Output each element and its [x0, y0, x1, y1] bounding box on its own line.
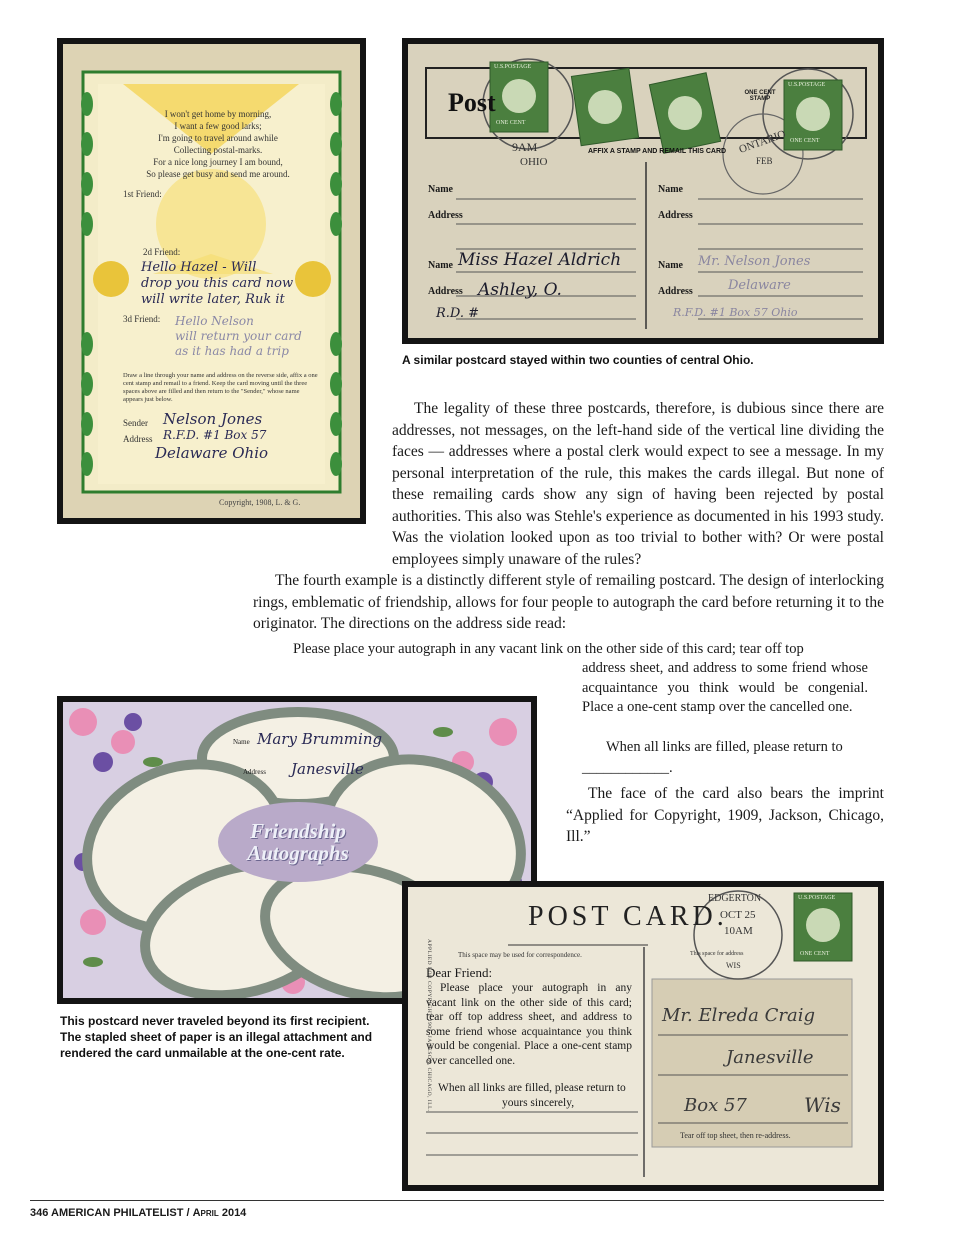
sender-label: Sender — [123, 418, 148, 428]
postcard-image-1 — [57, 38, 366, 524]
address-label: Address — [428, 210, 463, 221]
name-label: Name — [658, 184, 683, 195]
stamp-label: ONE CENT — [790, 138, 820, 144]
handwritten-name: Mr. Elreda Craig — [662, 1005, 816, 1026]
article-paragraph-1 — [392, 398, 884, 570]
postcard-title: POST CARD. — [528, 901, 728, 932]
postmark-city: ONTARIO — [737, 128, 788, 156]
vertical-copyright: APPLIED FOR COPYRIGHT 1909, JACKSON, CHICAGO, ILL. — [426, 939, 432, 1112]
handwritten-address: Delaware — [728, 278, 791, 293]
address-line: R.F.D. #1 Box 57 — [163, 428, 267, 442]
friend1-label: 1st Friend: — [123, 189, 162, 199]
postmark-city: EDGERTON — [708, 893, 762, 904]
address-label: Address — [428, 286, 463, 297]
postmark-city: OHIO — [520, 156, 548, 168]
name-label: Name — [428, 184, 453, 195]
postmark-time: 9AM — [512, 140, 538, 154]
article-paragraph-3 — [566, 783, 884, 848]
poem-line: I'm going to travel around awhile — [158, 133, 278, 143]
postcard-title: Post — [448, 88, 496, 117]
quote-line-1: Please place your autograph in any vacant link on the other side of this card; tear off top — [293, 641, 804, 657]
poem-line: So please get busy and send me around. — [146, 169, 290, 179]
handwriting-line: as it has had a trip — [175, 344, 289, 358]
poem-line: For a nice long journey I am bound, — [153, 157, 283, 167]
footer-rule — [30, 1200, 884, 1201]
quote-block: address sheet, and address to some friend whose acquaintance you think would be congenial. Place a one-cent stamp over the cancelled one. — [582, 660, 868, 715]
stamp-label: ONE CENT — [496, 120, 526, 126]
salutation: Dear Friend: — [426, 965, 493, 980]
return-text: When all links are filled, please return to — [438, 1082, 626, 1094]
quote-return: When all links are filled, please return to — [606, 739, 843, 755]
quote-blank: ____________. — [582, 760, 673, 776]
handwritten-name: Miss Hazel Aldrich — [458, 250, 622, 270]
friend2-label: 2d Friend: — [143, 247, 181, 257]
handwriting-line: will return your card — [175, 329, 302, 343]
address-note: This space for address — [690, 951, 744, 957]
paragraph-text: The legality of these three postcards, therefore, is dubious since there are addresses, not messages, on the left-hand side of the vertical line dividing the faces — addresses where a postal clerk would expect to see a message. In my personal interpretation of the rule, this makes the cards illegal. But none of these remailing cards show any sign of having been rejected by postal authorities. This also was Stehle's experience as documented in his 1993 study. Was the violation looked upon as too trivial to bother with? Or were postal employees simply unaware of the rules? — [392, 400, 884, 568]
name-label: Name — [658, 260, 683, 271]
handwritten-address: R.D. # — [436, 306, 480, 321]
postcard-image-2 — [402, 38, 884, 344]
handwriting-line: Hello Nelson — [175, 314, 254, 328]
address-line: Delaware Ohio — [155, 444, 269, 462]
address-label: Address — [658, 286, 693, 297]
page-number: 346 — [30, 1207, 49, 1219]
name-label: Name — [233, 738, 250, 746]
friend3-label: 3d Friend: — [123, 314, 161, 324]
postmark-state: WIS — [726, 961, 741, 970]
poem-line: I want a few good larks; — [174, 121, 262, 131]
address-label: Address — [243, 768, 266, 776]
friendship-title: Friendship Autographs — [247, 819, 349, 865]
issue-date: April 2014 — [192, 1207, 247, 1219]
handwritten-name: Mary Brumming — [257, 730, 383, 748]
handwritten-address: R.F.D. #1 Box 57 Ohio — [673, 306, 798, 319]
copyright-text: Copyright, 1908, L. & G. — [219, 498, 301, 507]
handwriting-line: will write later, Ruk it — [141, 292, 285, 307]
stamp-label: U.S.POSTAGE — [494, 64, 532, 70]
poem-line: Collecting postal-marks. — [173, 145, 263, 155]
handwriting-line: Hello Hazel - Will — [141, 260, 257, 275]
handwritten-address: Ashley, O. — [478, 280, 562, 300]
footer — [30, 1207, 246, 1219]
name-label: Name — [428, 260, 453, 271]
postmark-date: FEB — [756, 156, 773, 166]
handwritten-address: Wis — [804, 1093, 841, 1117]
affix-text: AFFIX A STAMP AND REMAIL THIS CARD — [588, 148, 727, 155]
magazine-name: AMERICAN PHILATELIST — [51, 1207, 184, 1219]
handwritten-name: Mr. Nelson Jones — [698, 254, 811, 269]
one-cent-label: ONE CENT STAMP — [744, 90, 776, 102]
stamp-label: U.S.POSTAGE — [798, 895, 836, 901]
handwritten-address: Janesville — [291, 760, 364, 778]
stamp-label: ONE CENT — [800, 951, 830, 957]
stamp-label: U.S.POSTAGE — [788, 82, 826, 88]
handwritten-address: Janesville — [726, 1047, 814, 1068]
article-paragraph-2 — [253, 570, 884, 635]
caption-top: A similar postcard stayed within two counties of central Ohio. — [402, 353, 754, 367]
paragraph-text: The face of the card also bears the imprint “Applied for Copyright, 1909, Jackson, Chicago, Ill.” — [566, 785, 884, 845]
card-message: Please place your autograph in any vacant link on the other side of this card; tear off top address sheet, and address to some friend whose acquaintance you think would be congenial. Place a one-cent stamp over cancelled one. — [426, 982, 632, 1067]
closing-text: yours sincerely, — [502, 1097, 575, 1109]
postmark-date: OCT 25 — [720, 909, 756, 921]
correspondence-note: This space may be used for correspondence. — [458, 951, 582, 959]
address-label: Address — [123, 434, 153, 444]
instructions-text: Draw a line through your name and address on the reverse side, affix a one cent stamp and remail to a friend. Keep the card moving until the three spaces above are filled and then return to the "Sender," whose name appears just below. — [123, 372, 318, 403]
poem-line: I won't get home by morning, — [164, 109, 272, 119]
postmark-time: 10AM — [724, 925, 753, 937]
sender-name: Nelson Jones — [163, 410, 263, 428]
footer-separator: / — [186, 1207, 190, 1219]
postcard-image-4 — [402, 881, 884, 1191]
tear-note: Tear off top sheet, then re-address. — [680, 1131, 791, 1140]
address-label: Address — [658, 210, 693, 221]
handwritten-address: Box 57 — [684, 1095, 747, 1116]
handwriting-line: drop you this card now — [141, 276, 294, 291]
paragraph-text: The fourth example is a distinctly different style of remailing postcard. The design of interlocking rings, emblematic of friendship, allows for four people to autograph the card before returning it to the originator. The directions on the address side read: — [253, 572, 884, 632]
caption-bottom: This postcard never traveled beyond its first recipient. The stapled sheet of paper is an illegal attachment and rendered the card unmailable at the one-cent rate. — [60, 1014, 373, 1060]
